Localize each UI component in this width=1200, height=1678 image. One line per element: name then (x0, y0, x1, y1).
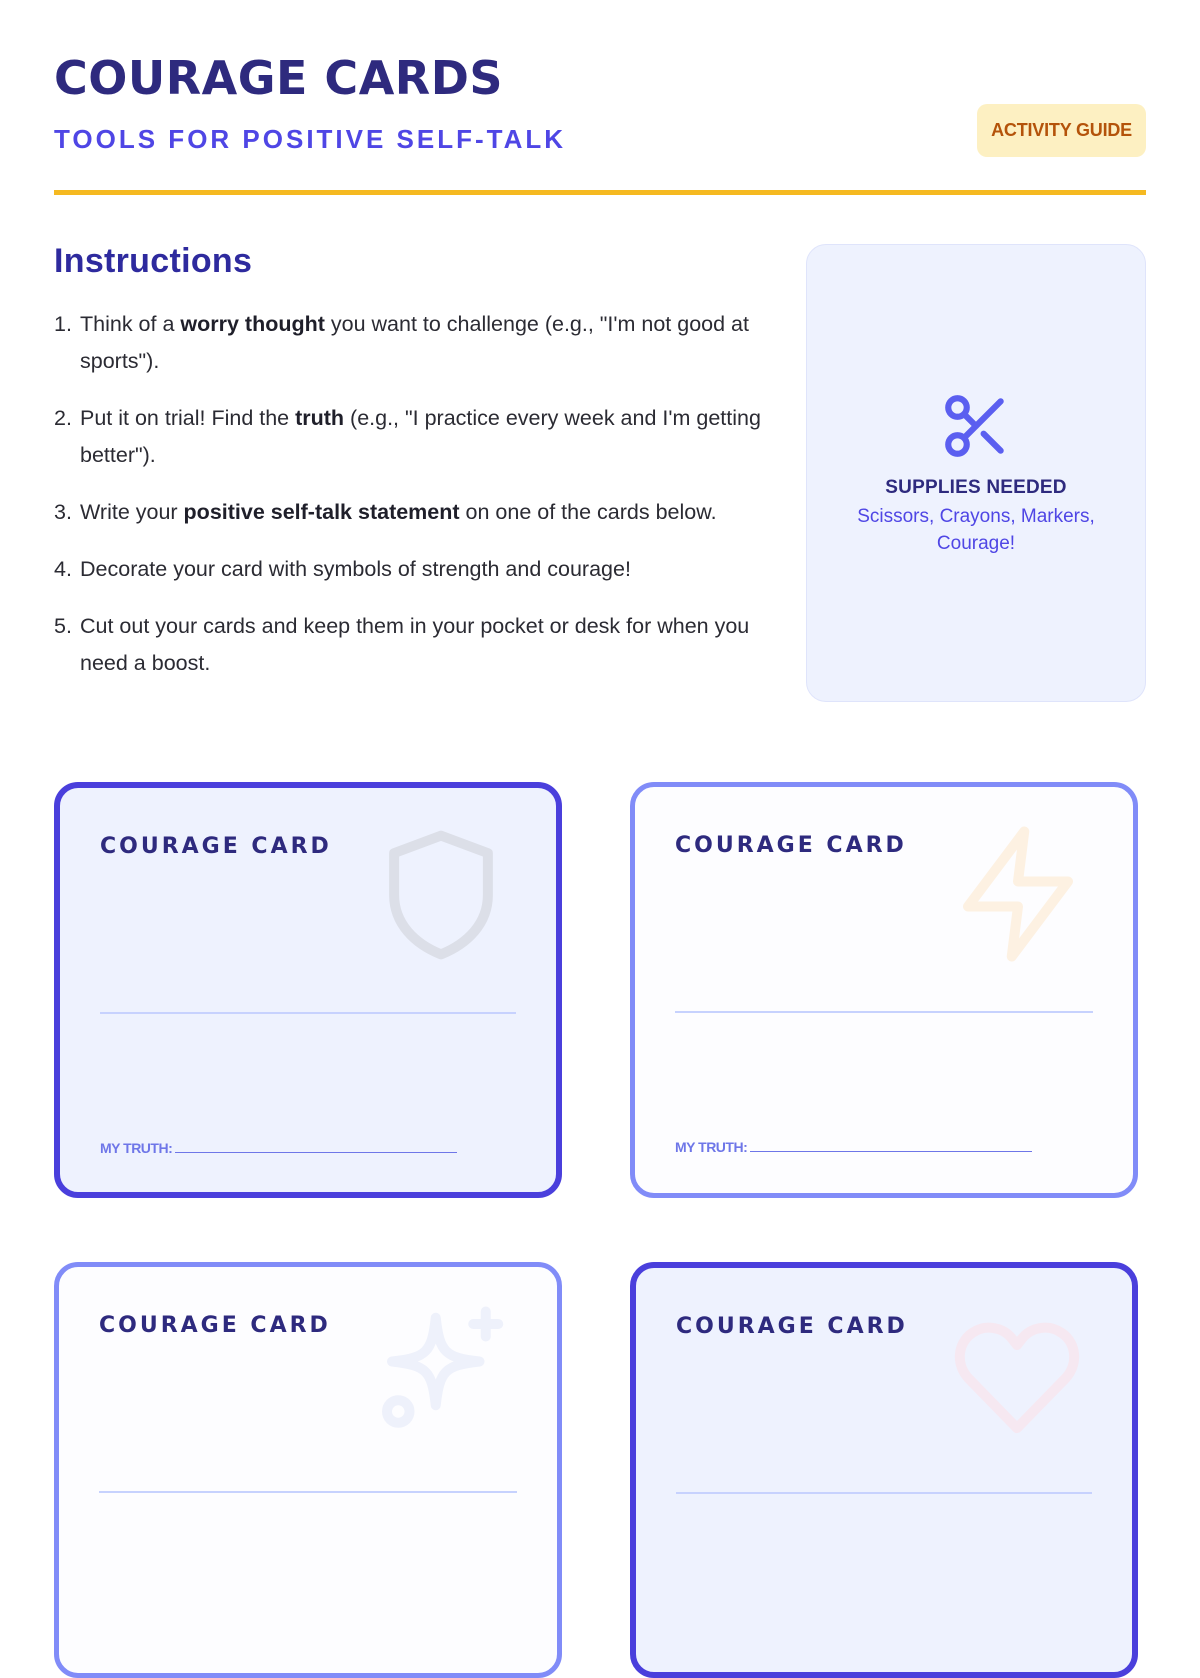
my-truth-line (750, 1151, 1032, 1152)
step-text-part: (e.g., "I practice every week and I'm getting better"). (80, 406, 761, 467)
activity-guide-badge: ACTIVITY GUIDE (977, 104, 1146, 157)
courage-card-3 (54, 1262, 562, 1678)
worksheet-page (54, 0, 1146, 1600)
step-number: 5. (54, 614, 72, 638)
step-text-part: Put it on trial! Find the (80, 406, 296, 430)
instruction-step-1 (54, 306, 774, 380)
writing-line (100, 1012, 516, 1014)
writing-line (675, 1011, 1093, 1013)
step-text-part: Cut out your cards and keep them in your pocket or desk for when you need a boost. (80, 614, 750, 675)
step-text (80, 400, 774, 474)
step-text-part: on one of the cards below. (459, 500, 717, 524)
page-header (54, 0, 1146, 195)
card-title: COURAGE CARD (99, 1313, 331, 1338)
instruction-step-2 (54, 400, 774, 474)
step-text-part: Write your (80, 500, 184, 524)
card-title: COURAGE CARD (676, 1314, 908, 1339)
step-number: 1. (54, 312, 72, 336)
my-truth-line (175, 1152, 457, 1153)
page-subtitle: TOOLS FOR POSITIVE SELF-TALK (54, 124, 567, 154)
instructions-heading: Instructions (54, 242, 253, 280)
step-text (80, 551, 631, 588)
step-text-part: Think of a (80, 312, 181, 336)
step-text-part: you want to challenge (e.g., "I'm not good at sports"). (80, 312, 749, 373)
supplies-box (806, 244, 1146, 702)
step-emphasis: positive self-talk statement (183, 500, 460, 524)
page-title: COURAGE CARDS (54, 51, 504, 105)
step-emphasis: worry thought (180, 312, 325, 336)
lightning-icon (943, 819, 1093, 969)
supplies-title: SUPPLIES NEEDED (885, 477, 1067, 498)
instructions-list (54, 306, 774, 682)
writing-line (99, 1491, 517, 1493)
step-emphasis: truth (295, 406, 345, 430)
my-truth-label: MY TRUTH: (100, 1140, 173, 1156)
step-text (80, 306, 774, 380)
card-title: COURAGE CARD (675, 833, 907, 858)
step-text-part: Decorate your card with symbols of strength and courage! (80, 557, 631, 581)
sparkle-icon (367, 1299, 517, 1449)
my-truth-row (675, 1139, 1032, 1155)
card-title: COURAGE CARD (100, 834, 332, 859)
heart-icon (942, 1300, 1092, 1450)
instruction-step-5 (54, 608, 774, 682)
courage-card-2 (630, 782, 1138, 1198)
shield-icon (366, 820, 516, 970)
step-text (80, 608, 774, 682)
step-text (80, 494, 717, 531)
instruction-step-3 (54, 494, 774, 531)
step-number: 4. (54, 557, 72, 581)
supplies-list: Scissors, Crayons, Markers, Courage! (857, 506, 1095, 554)
courage-card-1 (54, 782, 562, 1198)
courage-card-4 (630, 1262, 1138, 1678)
step-number: 2. (54, 406, 72, 430)
my-truth-row (100, 1140, 457, 1156)
scissors-icon (939, 389, 1013, 463)
instructions-section (54, 240, 774, 702)
my-truth-label: MY TRUTH: (675, 1139, 748, 1155)
instruction-step-4 (54, 551, 774, 588)
writing-line (676, 1492, 1092, 1494)
step-number: 3. (54, 500, 72, 524)
